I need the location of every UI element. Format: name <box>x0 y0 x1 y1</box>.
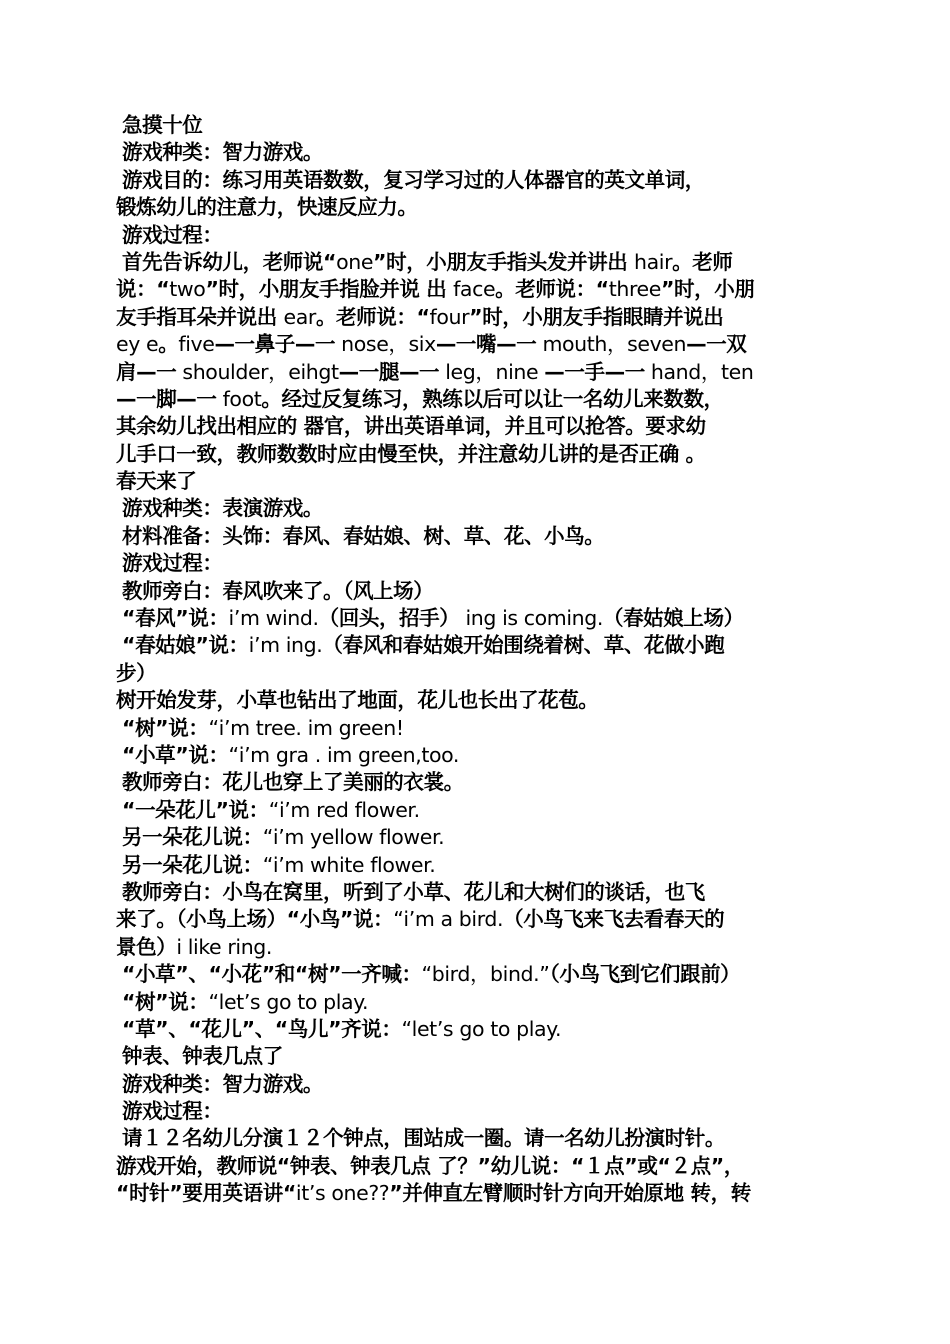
text-span: 材料准备：头饰：春风、春姑娘、树、草、花、小鸟。 <box>122 523 605 548</box>
text-span: ing is coming. <box>459 606 603 631</box>
text-span: 景色） <box>116 934 177 959</box>
text-span: 首先告诉幼儿，老师说“ <box>122 249 337 274</box>
text-line <box>116 441 840 468</box>
text-span: nose，six <box>335 332 436 357</box>
text-line <box>116 1016 840 1043</box>
text-span: hair <box>634 249 673 274</box>
text-span: 。老师说：“ <box>315 304 430 329</box>
text-span: two <box>169 277 206 302</box>
text-span: hand，ten <box>644 359 754 384</box>
text-span: “bird，bind.” <box>421 962 550 987</box>
text-line <box>116 413 840 440</box>
text-span: “i’m a bird. <box>393 907 504 932</box>
text-span: “春姑娘”说： <box>122 633 249 658</box>
text-span: it’s one?? <box>295 1181 390 1206</box>
text-span: “草”、“花儿”、“鸟儿”齐说： <box>122 1016 402 1041</box>
text-span: ”并伸直左臂顺时针方向开始原地 转，转 <box>389 1181 751 1206</box>
text-line <box>116 934 840 961</box>
text-span: 教师旁白：小鸟在窝里，听到了小草、花儿和大树们的谈话，也飞 <box>122 879 705 904</box>
text-span: “i’m tree. im green! <box>208 715 404 740</box>
text-span: “时针”要用英语讲“ <box>116 1181 296 1206</box>
text-line <box>116 523 840 550</box>
text-line <box>116 687 840 714</box>
text-span: 。老师说：“ <box>495 277 609 302</box>
text-span: “i’m red flower. <box>268 797 420 822</box>
text-span: 游戏开始，教师说“钟表、钟表几点 了？”幼儿说：“１点”或“２点”， <box>116 1153 744 1178</box>
text-line <box>116 194 840 221</box>
text-line <box>116 742 840 769</box>
text-span: 其余幼儿找出相应的 器官，讲出英语单词，并且可以抢答。要求幼 <box>116 414 706 439</box>
text-line <box>116 386 840 413</box>
text-span: “i’m white flower. <box>262 852 436 877</box>
text-span: 。老师 <box>672 249 733 274</box>
text-span: “i’m gra . im green,too. <box>228 742 460 767</box>
text-line <box>116 797 840 824</box>
text-line <box>116 468 840 495</box>
text-line <box>116 1125 840 1152</box>
text-span: five <box>178 332 215 357</box>
text-span: 游戏种类：智力游戏。 <box>122 1071 323 1096</box>
text-span: 教师旁白：花儿也穿上了美丽的衣裳。 <box>122 770 464 795</box>
text-span: ear <box>283 304 316 329</box>
text-span: —一鼻子—一 <box>214 332 336 357</box>
text-span: 急摸十位 <box>122 113 203 137</box>
text-span: 树开始发芽，小草也钻出了地面，花儿也长出了花苞。 <box>116 688 599 713</box>
text-span: —一脚—一 <box>116 386 217 411</box>
text-span: 。经过反复练习，熟练以后可以让一名幼儿来数数， <box>261 386 724 411</box>
text-line <box>116 550 840 577</box>
text-span: （回头，招手） <box>318 606 460 631</box>
text-span: —一 <box>136 359 177 384</box>
text-span: 锻炼幼儿的注意力，快速反应力。 <box>116 195 418 220</box>
text-line <box>116 824 840 851</box>
text-span: 另一朵花儿说： <box>122 825 263 850</box>
text-line <box>116 1153 840 1180</box>
text-span: “一朵花儿”说： <box>122 797 269 822</box>
text-line <box>116 139 840 166</box>
text-span: —一腿—一 <box>338 359 440 384</box>
text-span: i’m ing. <box>248 633 323 658</box>
text-span: —一双 <box>686 332 747 357</box>
text-span: 游戏种类：智力游戏。 <box>122 140 323 165</box>
text-span: ”时，小朋友手指头发并讲出 <box>373 249 635 274</box>
text-span: 教师旁白：春风吹来了。（风上场） <box>122 578 434 603</box>
text-line <box>116 578 840 605</box>
text-span: （小鸟飞到它们跟前） <box>549 962 741 987</box>
text-span: “小草”、“小花”和“树”一齐喊： <box>122 962 422 987</box>
text-span: 。 <box>158 332 179 357</box>
text-line <box>116 632 840 659</box>
text-line <box>116 112 840 139</box>
text-line <box>116 1180 840 1207</box>
text-span: “i’m yellow flower. <box>262 825 445 850</box>
text-line <box>116 222 840 249</box>
text-span: four <box>429 304 470 329</box>
text-span: （春姑娘上场） <box>602 606 744 631</box>
text-span: “let’s go to play. <box>208 989 369 1014</box>
text-line <box>116 906 840 933</box>
text-line <box>116 495 840 522</box>
text-span: （小鸟飞来飞去看春天的 <box>503 907 725 932</box>
text-span: 说：“ <box>116 277 170 302</box>
text-span: foot <box>216 386 262 411</box>
text-line <box>116 167 840 194</box>
text-span: one <box>336 249 374 274</box>
text-span: mouth，seven <box>536 332 687 357</box>
text-span: “let’s go to play. <box>401 1016 562 1041</box>
text-line <box>116 249 840 276</box>
text-line <box>116 879 840 906</box>
text-line <box>116 660 840 687</box>
text-line <box>116 961 840 988</box>
text-span: ”时，小朋 <box>660 277 755 302</box>
text-span: —一手—一 <box>544 359 645 384</box>
text-span: “春风”说： <box>122 606 229 631</box>
text-span: 来了。（小鸟上场）“小鸟”说： <box>116 907 394 932</box>
text-span: 游戏过程： <box>122 222 223 247</box>
text-span: shoulder，eihgt <box>176 359 339 384</box>
text-line <box>116 989 840 1016</box>
text-line <box>116 715 840 742</box>
text-line <box>116 304 840 331</box>
text-span: leg，nine <box>439 359 545 384</box>
text-line <box>116 359 840 386</box>
text-span: ”时，小朋友手指脸并说 出 <box>205 277 454 302</box>
text-span: i like ring. <box>176 934 273 959</box>
text-line <box>116 331 840 358</box>
text-span: face <box>453 277 496 302</box>
text-span: 游戏过程： <box>122 1099 223 1124</box>
text-span: 游戏过程： <box>122 551 223 576</box>
text-span: （春风和春姑娘开始围绕着树、草、花做小跑 <box>322 633 725 658</box>
text-span: —一嘴—一 <box>435 332 537 357</box>
text-span: ”时，小朋友手指眼睛并说出 <box>469 304 724 329</box>
text-line <box>116 852 840 879</box>
text-span: 儿手口一致，教师数数时应由慢至快，并注意幼儿讲的是否正确 。 <box>116 441 706 466</box>
text-span: “树”说： <box>122 715 209 740</box>
text-span: 游戏种类：表演游戏。 <box>122 496 323 521</box>
text-span: 步） <box>116 660 157 685</box>
text-span: 请１２名幼儿分演１２个钟点，围站成一圈。请一名幼儿扮演时针。 <box>122 1126 725 1151</box>
text-line <box>116 276 840 303</box>
text-line <box>116 1071 840 1098</box>
text-span: three <box>608 277 661 302</box>
text-span: 肩 <box>116 359 137 384</box>
text-line <box>116 605 840 632</box>
text-span: “小草”说： <box>122 742 229 767</box>
text-span: 友手指耳朵并说出 <box>116 304 284 329</box>
text-span: 游戏目的：练习用英语数数，复习学习过的人体器官的英文单词， <box>122 167 705 192</box>
text-span: 钟表、钟表几点了 <box>122 1044 283 1069</box>
text-line <box>116 1043 840 1070</box>
text-span: 春天来了 <box>116 469 197 494</box>
text-span: ey e <box>116 332 159 357</box>
text-span: 另一朵花儿说： <box>122 852 263 877</box>
text-span: “树”说： <box>122 989 209 1014</box>
text-line <box>116 769 840 796</box>
text-line <box>116 1098 840 1125</box>
text-span: i’m wind. <box>228 606 319 631</box>
document-body <box>116 112 840 1208</box>
